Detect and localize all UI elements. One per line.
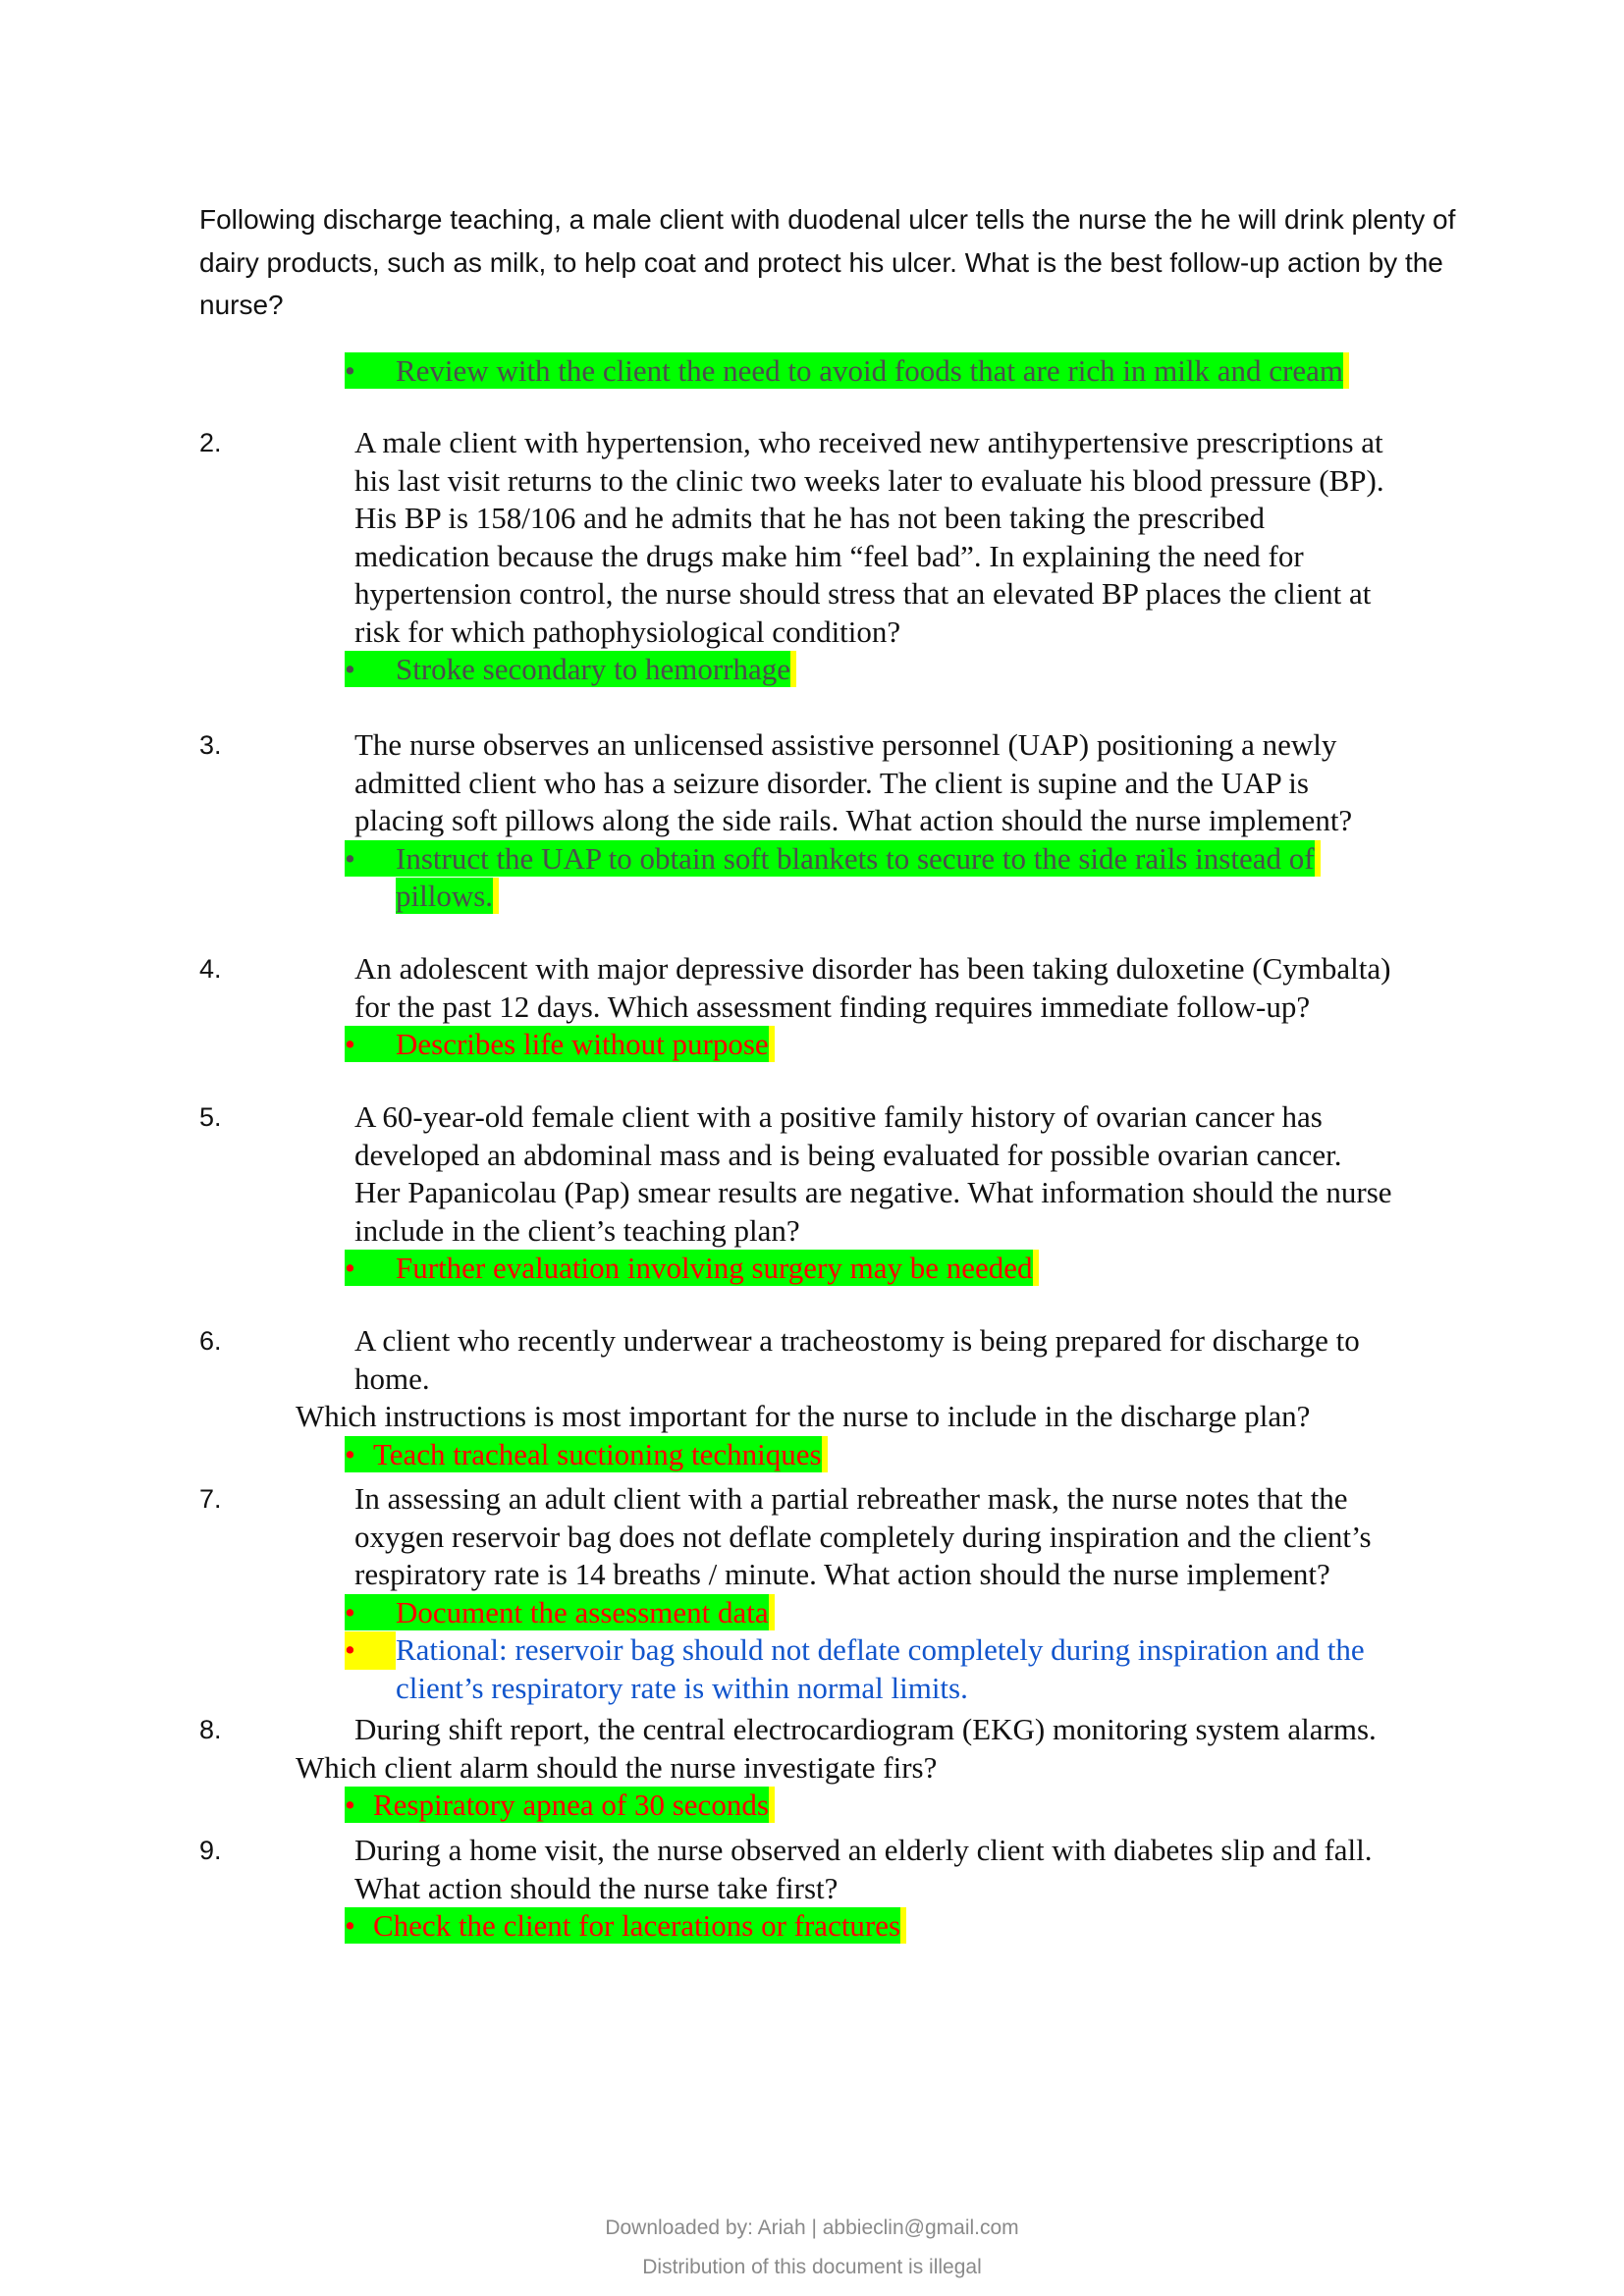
answer-line — [0, 1907, 1624, 1946]
question-line — [0, 988, 1624, 1027]
bullet: • — [345, 1788, 355, 1822]
answer-line — [0, 1787, 1624, 1825]
answer-line — [0, 1436, 1624, 1474]
question-number: 4. — [199, 954, 222, 984]
question-text: A client who recently underwear a tracheostomy is being prepared for discharge to — [354, 1323, 1360, 1358]
question-text: Which instructions is most important for the nurse to include in the discharge plan? — [296, 1399, 1311, 1433]
bullet: • — [345, 1908, 355, 1943]
bullet: • — [345, 1436, 355, 1471]
answer-text: Check the client for lacerations or fractures — [373, 1908, 901, 1943]
answer-text: Review with the client the need to avoid foods that are rich in milk and cream — [396, 353, 1343, 388]
answer-text: Stroke secondary to hemorrhage — [396, 652, 791, 686]
answer-highlight — [396, 878, 493, 914]
answer-line — [0, 878, 1624, 916]
answer-text: Rational: reservoir bag should not deflate completely during inspiration and the — [396, 1632, 1365, 1667]
question-2 — [0, 424, 1624, 689]
question-4 — [0, 950, 1624, 1064]
question-text: In assessing an adult client with a partial rebreather mask, the nurse notes that the — [354, 1481, 1348, 1516]
bullet: • — [345, 1251, 355, 1285]
question-text: Which client alarm should the nurse investigate firs? — [296, 1749, 938, 1785]
question-number: 9. — [199, 1836, 222, 1865]
question-line — [0, 1361, 1624, 1399]
question-7 — [0, 1480, 1624, 1707]
answer-line — [0, 1670, 1624, 1708]
bullet: • — [345, 353, 355, 388]
question-text: The nurse observes an unlicensed assistive personnel (UAP) positioning a newly — [354, 727, 1337, 762]
question-number: 7. — [199, 1484, 222, 1514]
download-notice: Downloaded by: Ariah | abbieclin@gmail.com — [605, 2216, 1019, 2239]
answer-line — [0, 1631, 1624, 1670]
answer-line — [0, 840, 1624, 879]
question-line — [0, 424, 1624, 462]
answer-text: client’s respiratory rate is within normal limits. — [396, 1670, 968, 1705]
question-text: medication because the drugs make him “feel bad”. In explaining the need for — [354, 538, 1304, 573]
bullet: • — [345, 840, 355, 876]
question-5 — [0, 1098, 1624, 1288]
question-3 — [0, 726, 1624, 916]
question-9 — [0, 1832, 1624, 1946]
question-line — [0, 1098, 1624, 1137]
question-text: What action should the nurse take first? — [354, 1870, 839, 1905]
question-line — [0, 462, 1624, 501]
question-line — [0, 575, 1624, 614]
rationale — [345, 1631, 1365, 1668]
question-8 — [0, 1711, 1624, 1825]
answer-line — [0, 1250, 1624, 1288]
question-line — [0, 1519, 1624, 1557]
rationale — [396, 1670, 968, 1706]
question-text: include in the client’s teaching plan? — [354, 1212, 800, 1248]
answer-highlight — [345, 1026, 769, 1062]
question-line — [0, 950, 1624, 988]
question-text: admitted client who has a seizure disorder. The client is supine and the UAP is — [354, 765, 1309, 800]
question-number: 3. — [199, 730, 222, 760]
answer-highlight — [345, 1594, 769, 1630]
answer-text: pillows. — [396, 879, 494, 913]
answer-highlight — [345, 840, 1315, 877]
question-line — [0, 1711, 1624, 1749]
question-6 — [0, 1322, 1624, 1473]
question-text: for the past 12 days. Which assessment finding requires immediate follow-up? — [354, 988, 1311, 1024]
answer-line — [0, 1594, 1624, 1632]
question-line — [0, 538, 1624, 576]
bullet: • — [345, 1631, 396, 1670]
question-line — [0, 1832, 1624, 1870]
intro-question: Following discharge teaching, a male client with duodenal ulcer tells the nurse the he will drink plenty of dairy products, such as milk, to help coat and protect his ulcer. What is the best follow-up action by the nurse? — [199, 204, 1456, 320]
answer-text: Respiratory apnea of 30 seconds — [373, 1788, 769, 1822]
answer-highlight — [345, 352, 1343, 389]
answer-text: Describes life without purpose — [396, 1027, 769, 1061]
question-text: A 60-year-old female client with a positive family history of ovarian cancer has — [354, 1099, 1323, 1134]
answer-highlight — [345, 1250, 1033, 1286]
question-text: developed an abdominal mass and is being evaluated for possible ovarian cancer. — [354, 1137, 1342, 1172]
answer-text: Further evaluation involving surgery may be needed — [396, 1251, 1033, 1285]
question-text: During shift report, the central electrocardiogram (EKG) monitoring system alarms. — [354, 1712, 1377, 1746]
answer-highlight — [345, 1787, 769, 1823]
question-number: 2. — [199, 428, 222, 457]
question-text: his last visit returns to the clinic two weeks later to evaluate his blood pressure (BP). — [354, 462, 1384, 498]
distribution-notice: Distribution of this document is illegal — [642, 2256, 982, 2278]
question-line — [0, 726, 1624, 765]
answer-text: Instruct the UAP to obtain soft blankets to secure to the side rails instead of — [396, 840, 1315, 876]
question-line — [0, 1212, 1624, 1251]
question-text: oxygen reservoir bag does not deflate completely during inspiration and the client’s — [354, 1519, 1372, 1554]
question-line — [0, 1480, 1624, 1519]
question-text: During a home visit, the nurse observed an elderly client with diabetes slip and fall. — [354, 1833, 1373, 1867]
question-text: placing soft pillows along the side rails. What action should the nurse implement? — [354, 803, 1353, 837]
answer-text: Teach tracheal suctioning techniques — [373, 1436, 822, 1471]
answer-line — [0, 651, 1624, 689]
question-text: hypertension control, the nurse should stress that an elevated BP places the client at — [354, 576, 1372, 611]
question-number: 8. — [199, 1715, 222, 1744]
question-line — [0, 1137, 1624, 1175]
question-text: respiratory rate is 14 breaths / minute. What action should the nurse implement? — [354, 1557, 1330, 1591]
bullet: • — [345, 652, 355, 686]
question-text: home. — [354, 1361, 430, 1396]
question-text: risk for which pathophysiological condition? — [354, 614, 901, 649]
question-text: An adolescent with major depressive disorder has been taking duloxetine (Cymbalta) — [354, 951, 1391, 986]
answer-line — [0, 1026, 1624, 1064]
question-line — [0, 1870, 1624, 1908]
answer-highlight — [345, 1907, 900, 1944]
question-line — [0, 802, 1624, 840]
question-line — [0, 1749, 1624, 1788]
answer-text: Document the assessment data — [396, 1594, 769, 1629]
question-text: His BP is 158/106 and he admits that he has not been taking the prescribed — [354, 501, 1265, 535]
answer-highlight — [345, 1436, 822, 1472]
question-line — [0, 1556, 1624, 1594]
question-line — [0, 500, 1624, 538]
question-text: Her Papanicolau (Pap) smear results are negative. What information should the nurse — [354, 1175, 1392, 1209]
question-line — [0, 1322, 1624, 1361]
question-line — [0, 1174, 1624, 1212]
question-text: A male client with hypertension, who received new antihypertensive prescriptions at — [354, 425, 1383, 459]
question-number: 5. — [199, 1102, 222, 1132]
answer-highlight — [345, 651, 790, 687]
question-line — [0, 1398, 1624, 1436]
question-number: 6. — [199, 1326, 222, 1356]
bullet: • — [345, 1027, 355, 1061]
question-line — [0, 765, 1624, 803]
bullet: • — [345, 1594, 355, 1629]
intro-answer-block — [0, 352, 1624, 391]
question-line — [0, 614, 1624, 652]
